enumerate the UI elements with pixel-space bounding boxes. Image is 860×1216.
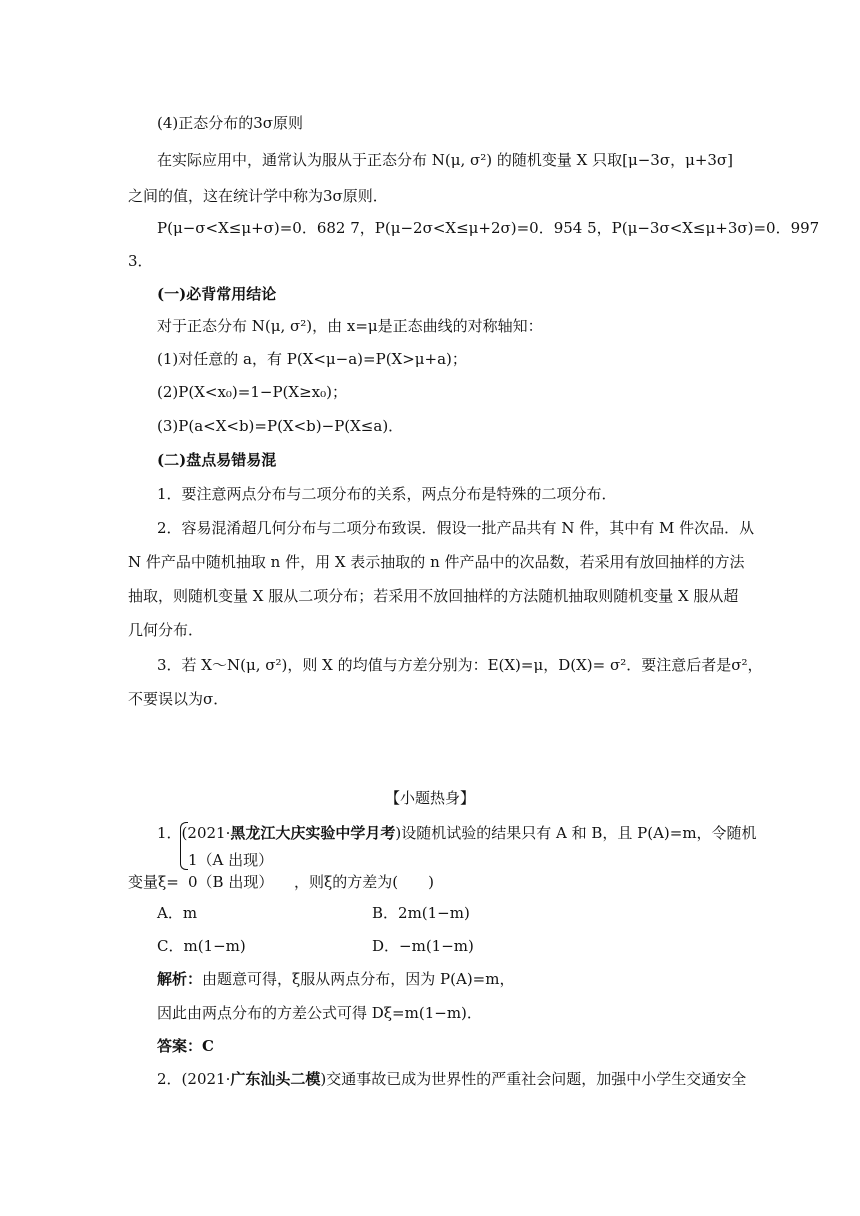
part1-item-1: (1)对任意的 a，有 P(X<μ−a)=P(X>μ+a)；	[157, 350, 467, 368]
q1-prefix: 1．(2021·	[157, 824, 231, 842]
solution-text: 由题意可得，ξ服从两点分布，因为 P(A)=m，	[202, 970, 515, 988]
section4-paragraph1-line2: 之间的值，这在统计学中称为3σ原则．	[128, 187, 388, 205]
part2-item2-line4: 几何分布．	[128, 621, 204, 639]
q1-option-c: C．m(1−m)	[157, 937, 246, 955]
q2-suffix: )交通事故已成为世界性的严重社会问题，加强中小学生交通安全	[320, 1070, 747, 1088]
q2-source: 广东汕头二模	[230, 1070, 321, 1088]
q1-option-a: A．m	[157, 904, 198, 922]
section4-title: (4)正态分布的3σ原则	[157, 114, 304, 132]
q1-source: 黑龙江大庆实验中学月考	[230, 824, 396, 842]
part1-item-2: (2)P(X<x₀)=1−P(X≥x₀)；	[157, 383, 347, 401]
q1-option-d: D．−m(1−m)	[372, 937, 474, 955]
q1-case-1: 1（A 出现）	[188, 851, 274, 869]
q1-line2-suffix: ，则ξ的方差为( )	[294, 873, 434, 891]
q1-line2-prefix: 变量ξ=	[128, 873, 179, 891]
part2-item2-line2: N 件产品中随机抽取 n 件，用 X 表示抽取的 n 件产品中的次品数，若采用有放回抽样的方法	[128, 553, 745, 571]
section4-paragraph2-line2: 3．	[128, 252, 153, 270]
q1-answer: 答案：C	[157, 1037, 214, 1055]
q1-line1	[157, 823, 757, 843]
part2-item3-line2: 不要误以为σ．	[128, 690, 229, 708]
q2-line1	[157, 1069, 746, 1089]
q1-suffix: )设随机试验的结果只有 A 和 B，且 P(A)=m，令随机	[395, 824, 757, 842]
part2-item2-line3: 抽取，则随机变量 X 服从二项分布；若采用不放回抽样的方法随机抽取则随机变量 X 服从超	[128, 587, 739, 605]
part2-item3-line1: 3．若 X～N(μ, σ²)，则 X 的均值与方差分别为：E(X)=μ，D(X)= σ²．要注意后者是σ²，	[157, 656, 763, 674]
part2-heading: (二)盘点易错易混	[157, 451, 277, 469]
solution-label: 解析：	[157, 970, 203, 988]
section4-paragraph1-line1: 在实际应用中，通常认为服从于正态分布 N(μ, σ²) 的随机变量 X 只取[μ−3σ，μ+3σ]	[157, 151, 734, 169]
part2-item1: 1．要注意两点分布与二项分布的关系，两点分布是特殊的二项分布．	[157, 485, 617, 503]
practice-heading: 【小题热身】	[384, 789, 475, 807]
q1-case-2: 0（B 出现）	[188, 873, 274, 891]
q1-solution-line2: 因此由两点分布的方差公式可得 Dξ=m(1−m)．	[157, 1004, 482, 1022]
part1-heading: (一)必背常用结论	[157, 285, 277, 303]
q2-prefix: 2．(2021·	[157, 1070, 231, 1088]
piecewise-brace	[180, 822, 188, 870]
part1-intro: 对于正态分布 N(μ, σ²)，由 x=μ是正态曲线的对称轴知：	[157, 317, 543, 335]
part2-item2-line1: 2．容易混淆超几何分布与二项分布致误．假设一批产品共有 N 件，其中有 M 件次品．从	[157, 519, 755, 537]
part1-item-3: (3)P(a<X<b)=P(X<b)−P(X≤a)．	[157, 417, 404, 435]
q1-solution-line1	[157, 969, 514, 989]
q1-option-b: B．2m(1−m)	[372, 904, 470, 922]
section4-paragraph2-line1: P(μ−σ<X≤μ+σ)=0．682 7，P(μ−2σ<X≤μ+2σ)=0．954 5，P(μ−3σ<X≤μ+3σ)=0．997	[157, 219, 820, 237]
